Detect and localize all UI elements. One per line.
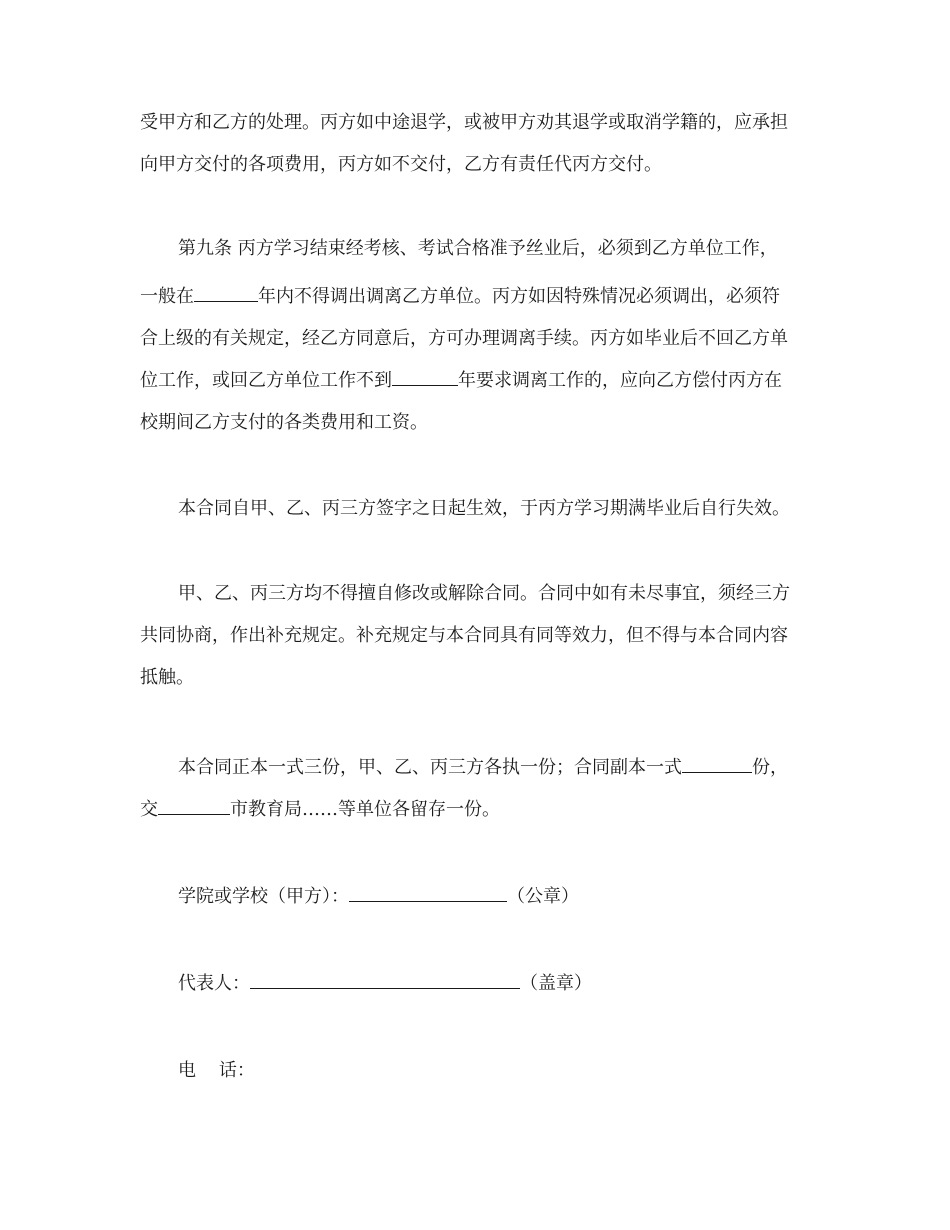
text-line: 受甲方和乙方的处理。丙方如中途退学，或被甲方劝其退学或取消学籍的，应承担 (140, 112, 788, 133)
seal-note: （盖章） (520, 973, 592, 994)
representative-name-field[interactable] (250, 971, 520, 989)
representative-signature-line (178, 971, 592, 997)
text-fragment: 年内不得调出调离乙方单位。丙方如因特殊情况必须调出，必须符 (258, 286, 780, 307)
text-fragment: 市教育局……等单位各留存一份。 (230, 799, 500, 820)
text-fragment: 一般在 (140, 286, 194, 307)
copies-clause-line (178, 755, 788, 781)
text-fragment: 本合同正本一式三份，甲、乙、丙三方各执一份；合同副本一式 (178, 757, 682, 778)
blank-years-field[interactable] (392, 368, 458, 386)
modification-clause-line: 共同协商，作出补充规定。补充规定与本合同具有同等效力，但不得与本合同内容 (140, 625, 788, 646)
text-fragment: 位工作，或回乙方单位工作不到 (140, 370, 392, 391)
article-9-line: 第九条 丙方学习结束经考核、考试合格准予丝业后，必须到乙方单位工作， (178, 238, 778, 259)
phone-label: 电 话： (178, 1060, 255, 1081)
text-fragment: 年要求调离工作的，应向乙方偿付丙方在 (458, 370, 782, 391)
article-9-line: 校期间乙方支付的各类费用和工资。 (140, 412, 428, 433)
party-a-name-field[interactable] (349, 884, 507, 902)
blank-copies-field[interactable] (682, 755, 752, 773)
article-9-line (140, 368, 782, 394)
seal-note: （公章） (507, 886, 579, 907)
modification-clause-line: 甲、乙、丙三方均不得擅自修改或解除合同。合同中如有未尽事宜，须经三方 (178, 583, 790, 604)
effective-clause: 本合同自甲、乙、丙三方签字之日起生效，于丙方学习期满毕业后自行失效。 (178, 498, 790, 519)
representative-label: 代表人： (178, 973, 250, 994)
party-a-label: 学院或学校（甲方）： (178, 886, 349, 907)
article-9-line: 合上级的有关规定，经乙方同意后，方可办理调离手续。丙方如毕业后不回乙方单 (140, 328, 788, 349)
modification-clause-line: 抵触。 (140, 667, 194, 688)
text-line: 向甲方交付的各项费用，丙方如不交付，乙方有责任代丙方交付。 (140, 154, 662, 175)
blank-years-field[interactable] (194, 284, 258, 302)
party-a-signature-line (178, 884, 579, 910)
text-fragment: 份， (752, 757, 788, 778)
blank-city-field[interactable] (158, 797, 230, 815)
article-9-line (140, 284, 780, 310)
copies-clause-line (140, 797, 500, 823)
text-fragment: 交 (140, 799, 158, 820)
